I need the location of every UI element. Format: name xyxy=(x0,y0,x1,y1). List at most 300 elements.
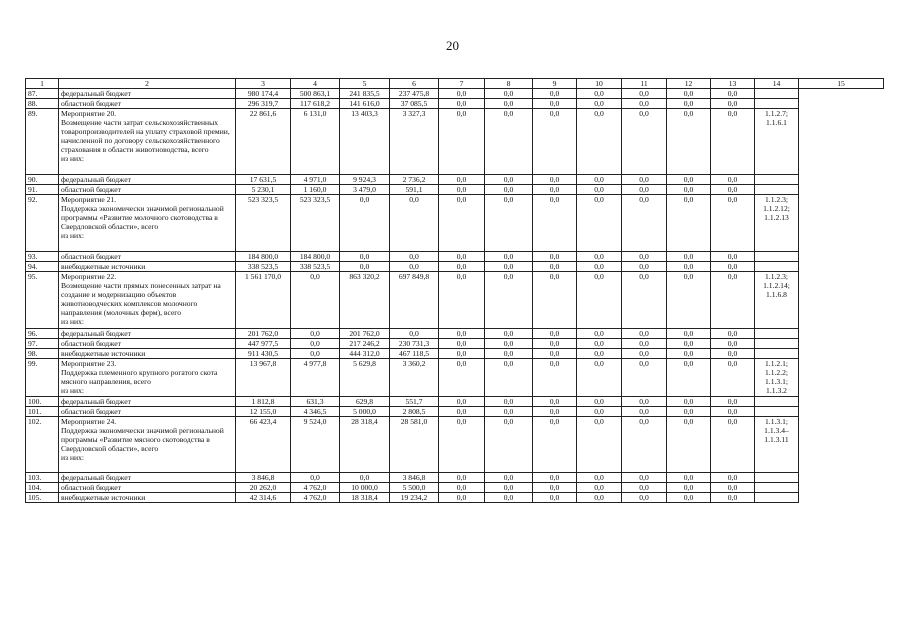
row-name: Мероприятие 21. Поддержка экономически значимой региональной программы «Развитие молочного скотоводства в Свердловской области», всего из них: xyxy=(59,195,236,252)
value-cell: 4 977,8 xyxy=(291,359,340,397)
target-refs xyxy=(755,407,799,417)
value-cell: 0,0 xyxy=(711,473,755,483)
value-cell: 551,7 xyxy=(390,397,439,407)
value-cell: 0,0 xyxy=(390,252,439,262)
table-row xyxy=(26,349,884,359)
column-header: 12 xyxy=(667,79,711,89)
table-row xyxy=(26,99,884,109)
value-cell: 0,0 xyxy=(340,252,390,262)
value-cell: 0,0 xyxy=(533,483,577,493)
value-cell: 0,0 xyxy=(711,483,755,493)
row-number: 100. xyxy=(26,397,59,407)
value-cell: 631,3 xyxy=(291,397,340,407)
value-cell: 0,0 xyxy=(577,89,622,99)
value-cell: 0,0 xyxy=(577,417,622,473)
row-name: областной бюджет xyxy=(59,483,236,493)
value-cell: 0,0 xyxy=(667,252,711,262)
value-cell: 0,0 xyxy=(711,185,755,195)
value-cell: 0,0 xyxy=(439,252,485,262)
target-refs xyxy=(755,483,799,493)
value-cell: 0,0 xyxy=(667,195,711,252)
column-header: 6 xyxy=(390,79,439,89)
row-name: областной бюджет xyxy=(59,185,236,195)
target-refs xyxy=(755,99,799,109)
value-cell: 0,0 xyxy=(622,483,667,493)
table-row xyxy=(26,195,884,252)
target-refs: 1.1.2.3; 1.1.2.12; 1.1.2.13 xyxy=(755,195,799,252)
value-cell: 911 430,5 xyxy=(236,349,291,359)
value-cell: 0,0 xyxy=(622,89,667,99)
value-cell: 3 327,3 xyxy=(390,109,439,175)
value-cell: 13 403,3 xyxy=(340,109,390,175)
value-cell: 0,0 xyxy=(485,329,533,339)
row-number: 96. xyxy=(26,329,59,339)
row-number: 94. xyxy=(26,262,59,272)
value-cell: 0,0 xyxy=(667,89,711,99)
value-cell: 629,8 xyxy=(340,397,390,407)
value-cell: 0,0 xyxy=(291,272,340,329)
value-cell: 0,0 xyxy=(577,349,622,359)
value-cell: 0,0 xyxy=(439,99,485,109)
target-refs xyxy=(755,473,799,483)
table-row xyxy=(26,339,884,349)
row-number: 88. xyxy=(26,99,59,109)
value-cell: 467 118,5 xyxy=(390,349,439,359)
column-header: 9 xyxy=(533,79,577,89)
value-cell: 0,0 xyxy=(577,252,622,262)
value-cell: 0,0 xyxy=(577,339,622,349)
value-cell: 0,0 xyxy=(667,359,711,397)
table-row xyxy=(26,407,884,417)
value-cell: 0,0 xyxy=(622,99,667,109)
column-header: 1 xyxy=(26,79,59,89)
value-cell: 0,0 xyxy=(667,272,711,329)
value-cell: 296 319,7 xyxy=(236,99,291,109)
value-cell: 0,0 xyxy=(533,329,577,339)
value-cell: 0,0 xyxy=(622,493,667,503)
value-cell: 0,0 xyxy=(711,339,755,349)
value-cell: 0,0 xyxy=(485,417,533,473)
row-number: 99. xyxy=(26,359,59,397)
value-cell: 0,0 xyxy=(533,175,577,185)
value-cell: 0,0 xyxy=(340,473,390,483)
column-header: 7 xyxy=(439,79,485,89)
value-cell: 141 616,0 xyxy=(340,99,390,109)
target-refs xyxy=(755,397,799,407)
value-cell: 0,0 xyxy=(577,109,622,175)
row-name: федеральный бюджет xyxy=(59,473,236,483)
value-cell: 0,0 xyxy=(439,262,485,272)
value-cell: 0,0 xyxy=(622,397,667,407)
target-refs: 1.1.2.1; 1.1.2.2; 1.1.3.1; 1.1.3.2 xyxy=(755,359,799,397)
value-cell: 447 977,5 xyxy=(236,339,291,349)
value-cell: 0,0 xyxy=(533,109,577,175)
value-cell: 0,0 xyxy=(533,89,577,99)
value-cell: 0,0 xyxy=(622,339,667,349)
value-cell: 0,0 xyxy=(577,99,622,109)
value-cell: 0,0 xyxy=(533,272,577,329)
value-cell: 697 849,8 xyxy=(390,272,439,329)
value-cell: 5 500,0 xyxy=(390,483,439,493)
value-cell: 0,0 xyxy=(533,397,577,407)
row-number: 92. xyxy=(26,195,59,252)
value-cell: 0,0 xyxy=(622,349,667,359)
column-header: 15 xyxy=(799,79,884,89)
target-refs xyxy=(755,262,799,272)
value-cell: 0,0 xyxy=(711,349,755,359)
target-refs: 1.1.2.7; 1.1.6.1 xyxy=(755,109,799,175)
column-header: 8 xyxy=(485,79,533,89)
value-cell: 0,0 xyxy=(711,493,755,503)
value-cell: 0,0 xyxy=(667,329,711,339)
value-cell: 0,0 xyxy=(439,407,485,417)
value-cell: 0,0 xyxy=(439,329,485,339)
target-refs: 1.1.3.1; 1.1.3.4– 1.1.3.11 xyxy=(755,417,799,473)
value-cell: 1 561 170,0 xyxy=(236,272,291,329)
value-cell: 0,0 xyxy=(485,272,533,329)
value-cell: 4 762,0 xyxy=(291,483,340,493)
value-cell: 0,0 xyxy=(577,359,622,397)
value-cell: 2 736,2 xyxy=(390,175,439,185)
value-cell: 2 808,5 xyxy=(390,407,439,417)
value-cell: 0,0 xyxy=(485,262,533,272)
value-cell: 0,0 xyxy=(439,185,485,195)
value-cell: 0,0 xyxy=(485,339,533,349)
page-number: 20 xyxy=(446,38,459,53)
row-name: внебюджетные источники xyxy=(59,262,236,272)
value-cell: 9 524,0 xyxy=(291,417,340,473)
row-name: областной бюджет xyxy=(59,407,236,417)
value-cell: 217 246,2 xyxy=(340,339,390,349)
value-cell: 500 863,1 xyxy=(291,89,340,99)
value-cell: 523 323,5 xyxy=(291,195,340,252)
value-cell: 0,0 xyxy=(667,185,711,195)
value-cell: 20 262,0 xyxy=(236,483,291,493)
target-refs xyxy=(755,349,799,359)
row-name: федеральный бюджет xyxy=(59,397,236,407)
value-cell: 0,0 xyxy=(622,262,667,272)
value-cell: 0,0 xyxy=(667,339,711,349)
row-number: 104. xyxy=(26,483,59,493)
value-cell: 1 812,8 xyxy=(236,397,291,407)
row-name: Мероприятие 20. Возмещение части затрат сельскохозяйственных товаропроизводителей на уплату страховой премии, начисленной по договору сельскохозяйственного страхования в области животноводства, всего из них: xyxy=(59,109,236,175)
value-cell: 0,0 xyxy=(533,339,577,349)
value-cell: 0,0 xyxy=(711,109,755,175)
value-cell: 0,0 xyxy=(622,407,667,417)
value-cell: 0,0 xyxy=(533,349,577,359)
column-header: 5 xyxy=(340,79,390,89)
column-header: 3 xyxy=(236,79,291,89)
value-cell: 0,0 xyxy=(711,89,755,99)
value-cell: 0,0 xyxy=(711,99,755,109)
value-cell: 230 731,3 xyxy=(390,339,439,349)
value-cell: 0,0 xyxy=(485,359,533,397)
value-cell: 18 318,4 xyxy=(340,493,390,503)
row-name: внебюджетные источники xyxy=(59,493,236,503)
header-row xyxy=(26,79,884,89)
value-cell: 0,0 xyxy=(667,349,711,359)
value-cell: 0,0 xyxy=(485,89,533,99)
value-cell: 0,0 xyxy=(667,417,711,473)
value-cell: 0,0 xyxy=(485,473,533,483)
value-cell: 0,0 xyxy=(439,483,485,493)
value-cell: 201 762,0 xyxy=(236,329,291,339)
value-cell: 863 320,2 xyxy=(340,272,390,329)
row-name: Мероприятие 22. Возмещение части прямых понесенных затрат на создание и модернизацию объектов животноводческих комплексов молочного направления (молочных ферм), всего из них: xyxy=(59,272,236,329)
value-cell: 0,0 xyxy=(577,195,622,252)
row-number: 98. xyxy=(26,349,59,359)
value-cell: 0,0 xyxy=(667,483,711,493)
value-cell: 0,0 xyxy=(439,349,485,359)
value-cell: 0,0 xyxy=(439,493,485,503)
column-header: 11 xyxy=(622,79,667,89)
value-cell: 0,0 xyxy=(667,473,711,483)
value-cell: 0,0 xyxy=(533,195,577,252)
value-cell: 0,0 xyxy=(577,262,622,272)
value-cell: 0,0 xyxy=(291,473,340,483)
value-cell: 0,0 xyxy=(485,185,533,195)
value-cell: 0,0 xyxy=(533,185,577,195)
value-cell: 42 314,6 xyxy=(236,493,291,503)
value-cell: 591,1 xyxy=(390,185,439,195)
value-cell: 0,0 xyxy=(390,329,439,339)
value-cell: 5 230,1 xyxy=(236,185,291,195)
value-cell: 444 312,0 xyxy=(340,349,390,359)
value-cell: 0,0 xyxy=(390,195,439,252)
value-cell: 0,0 xyxy=(533,407,577,417)
value-cell: 4 971,0 xyxy=(291,175,340,185)
value-cell: 3 479,0 xyxy=(340,185,390,195)
value-cell: 0,0 xyxy=(667,175,711,185)
value-cell: 1 160,0 xyxy=(291,185,340,195)
value-cell: 19 234,2 xyxy=(390,493,439,503)
table-row xyxy=(26,109,884,175)
value-cell: 0,0 xyxy=(485,483,533,493)
target-refs xyxy=(755,185,799,195)
value-cell: 0,0 xyxy=(622,175,667,185)
value-cell: 0,0 xyxy=(439,89,485,99)
table-row xyxy=(26,262,884,272)
table-row xyxy=(26,272,884,329)
row-name: областной бюджет xyxy=(59,99,236,109)
value-cell: 0,0 xyxy=(622,473,667,483)
row-name: областной бюджет xyxy=(59,252,236,262)
value-cell: 0,0 xyxy=(533,359,577,397)
value-cell: 0,0 xyxy=(711,359,755,397)
table-row xyxy=(26,252,884,262)
column-header: 10 xyxy=(577,79,622,89)
value-cell: 0,0 xyxy=(577,397,622,407)
value-cell: 0,0 xyxy=(485,195,533,252)
value-cell: 0,0 xyxy=(439,272,485,329)
value-cell: 0,0 xyxy=(485,407,533,417)
value-cell: 0,0 xyxy=(390,262,439,272)
target-refs xyxy=(755,252,799,262)
value-cell: 0,0 xyxy=(439,195,485,252)
value-cell: 0,0 xyxy=(667,109,711,175)
value-cell: 10 000,0 xyxy=(340,483,390,493)
value-cell: 117 618,2 xyxy=(291,99,340,109)
row-name: федеральный бюджет xyxy=(59,329,236,339)
target-refs xyxy=(755,339,799,349)
value-cell: 0,0 xyxy=(577,272,622,329)
value-cell: 0,0 xyxy=(577,473,622,483)
value-cell: 17 631,5 xyxy=(236,175,291,185)
table-row xyxy=(26,397,884,407)
value-cell: 0,0 xyxy=(622,417,667,473)
table-body xyxy=(26,89,884,503)
table-row xyxy=(26,175,884,185)
value-cell: 0,0 xyxy=(711,175,755,185)
value-cell: 66 423,4 xyxy=(236,417,291,473)
value-cell: 0,0 xyxy=(577,493,622,503)
value-cell: 184 800,0 xyxy=(236,252,291,262)
value-cell: 0,0 xyxy=(711,397,755,407)
value-cell: 0,0 xyxy=(622,109,667,175)
value-cell: 0,0 xyxy=(533,493,577,503)
value-cell: 3 846,8 xyxy=(236,473,291,483)
value-cell: 0,0 xyxy=(667,262,711,272)
value-cell: 0,0 xyxy=(711,262,755,272)
row-number: 87. xyxy=(26,89,59,99)
value-cell: 37 085,5 xyxy=(390,99,439,109)
table-row xyxy=(26,417,884,473)
row-name: Мероприятие 24. Поддержка экономически значимой региональной программы «Развитие мясного скотоводства в Свердловской области», всего из них: xyxy=(59,417,236,473)
value-cell: 0,0 xyxy=(439,473,485,483)
value-cell: 0,0 xyxy=(577,329,622,339)
value-cell: 0,0 xyxy=(485,109,533,175)
value-cell: 0,0 xyxy=(711,272,755,329)
row-number: 95. xyxy=(26,272,59,329)
value-cell: 0,0 xyxy=(485,493,533,503)
table-row xyxy=(26,185,884,195)
value-cell: 0,0 xyxy=(577,483,622,493)
row-name: внебюджетные источники xyxy=(59,349,236,359)
value-cell: 0,0 xyxy=(439,417,485,473)
target-refs xyxy=(755,493,799,503)
value-cell: 0,0 xyxy=(439,109,485,175)
row-number: 89. xyxy=(26,109,59,175)
value-cell: 0,0 xyxy=(485,175,533,185)
value-cell: 338 523,5 xyxy=(236,262,291,272)
value-cell: 0,0 xyxy=(291,339,340,349)
row-number: 91. xyxy=(26,185,59,195)
value-cell: 5 000,0 xyxy=(340,407,390,417)
column-header: 14 xyxy=(755,79,799,89)
value-cell: 6 131,0 xyxy=(291,109,340,175)
value-cell: 4 346,5 xyxy=(291,407,340,417)
row-number: 90. xyxy=(26,175,59,185)
value-cell: 0,0 xyxy=(485,397,533,407)
value-cell: 0,0 xyxy=(622,185,667,195)
value-cell: 241 835,5 xyxy=(340,89,390,99)
value-cell: 0,0 xyxy=(622,272,667,329)
row-name: федеральный бюджет xyxy=(59,175,236,185)
value-cell: 184 800,0 xyxy=(291,252,340,262)
target-refs xyxy=(755,175,799,185)
value-cell: 0,0 xyxy=(533,262,577,272)
value-cell: 0,0 xyxy=(291,349,340,359)
value-cell: 0,0 xyxy=(622,359,667,397)
row-number: 101. xyxy=(26,407,59,417)
column-header: 13 xyxy=(711,79,755,89)
value-cell: 0,0 xyxy=(577,185,622,195)
table-row xyxy=(26,359,884,397)
table-row xyxy=(26,483,884,493)
value-cell: 0,0 xyxy=(439,397,485,407)
row-number: 102. xyxy=(26,417,59,473)
value-cell: 0,0 xyxy=(622,252,667,262)
row-name: Мероприятие 23. Поддержка племенного крупного рогатого скота мясного направления, всего из них: xyxy=(59,359,236,397)
value-cell: 0,0 xyxy=(533,99,577,109)
value-cell: 28 581,0 xyxy=(390,417,439,473)
table-row xyxy=(26,89,884,99)
value-cell: 237 475,8 xyxy=(390,89,439,99)
value-cell: 9 924,3 xyxy=(340,175,390,185)
value-cell: 0,0 xyxy=(485,99,533,109)
value-cell: 28 318,4 xyxy=(340,417,390,473)
target-refs xyxy=(755,329,799,339)
budget-table xyxy=(25,78,884,503)
value-cell: 3 846,8 xyxy=(390,473,439,483)
target-refs xyxy=(755,89,799,99)
value-cell: 338 523,5 xyxy=(291,262,340,272)
value-cell: 0,0 xyxy=(533,252,577,262)
value-cell: 5 629,8 xyxy=(340,359,390,397)
value-cell: 523 323,5 xyxy=(236,195,291,252)
value-cell: 0,0 xyxy=(711,417,755,473)
value-cell: 0,0 xyxy=(439,339,485,349)
table-row xyxy=(26,329,884,339)
value-cell: 980 174,4 xyxy=(236,89,291,99)
row-number: 97. xyxy=(26,339,59,349)
column-header: 4 xyxy=(291,79,340,89)
value-cell: 0,0 xyxy=(622,195,667,252)
column-header: 2 xyxy=(59,79,236,89)
value-cell: 0,0 xyxy=(577,175,622,185)
value-cell: 0,0 xyxy=(711,252,755,262)
row-number: 105. xyxy=(26,493,59,503)
value-cell: 0,0 xyxy=(439,359,485,397)
value-cell: 22 861,6 xyxy=(236,109,291,175)
value-cell: 0,0 xyxy=(340,262,390,272)
table-row xyxy=(26,473,884,483)
value-cell: 0,0 xyxy=(291,329,340,339)
value-cell: 3 360,2 xyxy=(390,359,439,397)
target-refs: 1.1.2.3; 1.1.2.14; 1.1.6.8 xyxy=(755,272,799,329)
value-cell: 12 155,0 xyxy=(236,407,291,417)
value-cell: 0,0 xyxy=(711,195,755,252)
value-cell: 0,0 xyxy=(533,473,577,483)
row-name: областной бюджет xyxy=(59,339,236,349)
value-cell: 0,0 xyxy=(340,195,390,252)
value-cell: 0,0 xyxy=(439,175,485,185)
value-cell: 0,0 xyxy=(711,407,755,417)
value-cell: 0,0 xyxy=(667,407,711,417)
value-cell: 0,0 xyxy=(485,252,533,262)
value-cell: 0,0 xyxy=(485,349,533,359)
value-cell: 0,0 xyxy=(622,329,667,339)
value-cell: 0,0 xyxy=(533,417,577,473)
value-cell: 0,0 xyxy=(667,99,711,109)
value-cell: 0,0 xyxy=(577,407,622,417)
value-cell: 0,0 xyxy=(667,493,711,503)
value-cell: 0,0 xyxy=(711,329,755,339)
value-cell: 4 762,0 xyxy=(291,493,340,503)
row-number: 103. xyxy=(26,473,59,483)
table-row xyxy=(26,493,884,503)
value-cell: 201 762,0 xyxy=(340,329,390,339)
